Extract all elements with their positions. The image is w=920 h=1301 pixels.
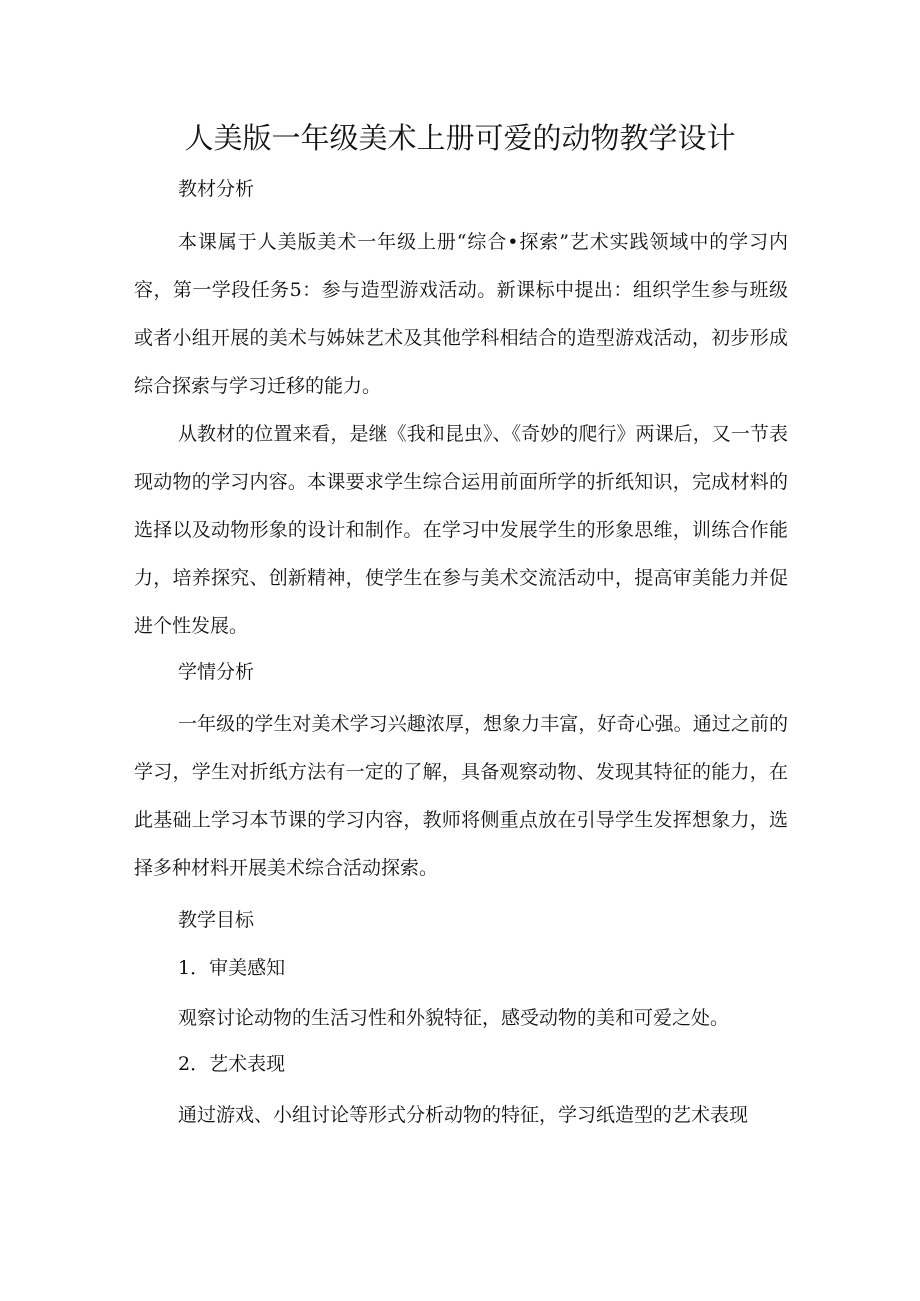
goal-2-text: 通过游戏、小组讨论等形式分析动物的特征，学习纸造型的艺术表现 — [178, 1104, 749, 1126]
section-heading-teaching-goals: 教学目标 — [178, 909, 255, 931]
section-heading-textbook-analysis: 教材分析 — [178, 178, 255, 200]
goal-1-text: 观察讨论动物的生活习性和外貌特征，感受动物的美和可爱之处。 — [178, 1007, 730, 1029]
goal-2-heading: 2．艺术表现 — [178, 1053, 286, 1075]
goal-1-heading: 1．审美感知 — [178, 957, 286, 979]
section-heading-student-analysis: 学情分析 — [178, 661, 255, 683]
document-title: 人美版一年级美术上册可爱的动物教学设计 — [184, 121, 736, 155]
paragraph-student-1: 一年级的学生对美术学习兴趣浓厚，想象力丰富，好奇心强。通过之前的学习，学生对折纸方法有一定的了解，具备观察动物、发现其特征的能力，在此基础上学习本节课的学习内容，教师将侧重点放在引导学生发挥想象力，选择多种材料开展美术综合活动探索。 — [134, 713, 788, 879]
paragraph-textbook-1: 本课属于人美版美术一年级上册“综合•探索”艺术实践领域中的学习内容，第一学段任务5：参与造型游戏活动。新课标中提出：组织学生参与班级或者小组开展的美术与姊妹艺术及其他学科相结合的造型游戏活动，初步形成综合探索与学习迁移的能力。 — [134, 231, 788, 397]
paragraph-textbook-2: 从教材的位置来看，是继《我和昆虫》、《奇妙的爬行》两课后，又一节表现动物的学习内容。本课要求学生综合运用前面所学的折纸知识，完成材料的选择以及动物形象的设计和制作。在学习中发展学生的形象思维，训练合作能力，培养探究、创新精神，使学生在参与美术交流活动中，提高审美能力并促进个性发展。 — [134, 423, 788, 637]
